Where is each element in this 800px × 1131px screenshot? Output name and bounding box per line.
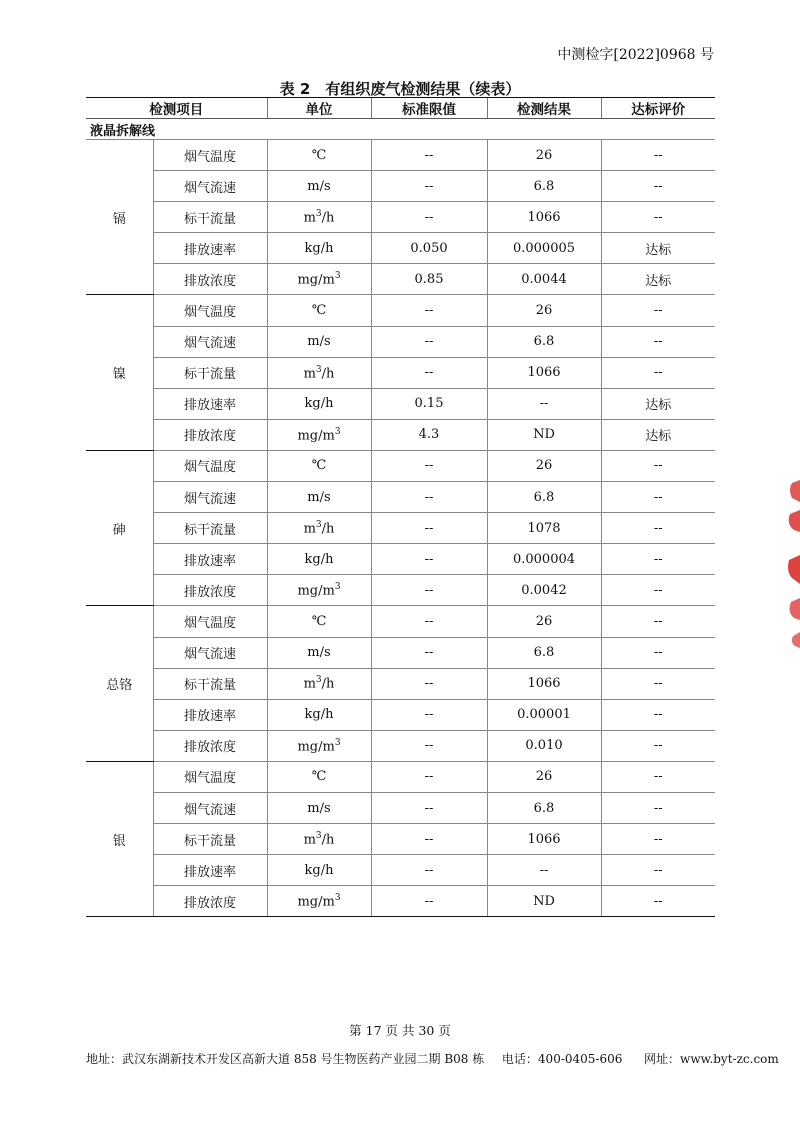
- parameter-cell: 排放浓度: [153, 730, 267, 761]
- result-cell: 26: [487, 761, 601, 792]
- limit-cell: --: [371, 730, 487, 761]
- unit-text: ℃: [311, 303, 327, 319]
- unit-text: mg/m: [297, 272, 335, 288]
- limit-cell: 0.85: [371, 264, 487, 295]
- unit-text: mg/m: [297, 894, 335, 910]
- unit-text: mg/m: [297, 583, 335, 599]
- footer-address: 地址：武汉东湖新技术开发区高新大道 858 号生物医药产业园二期 B08 栋: [86, 1052, 485, 1066]
- unit-text: m/s: [307, 645, 331, 661]
- unit-text: m/s: [307, 489, 331, 505]
- parameter-cell: 排放速率: [153, 544, 267, 575]
- unit-text: kg/h: [304, 396, 334, 412]
- evaluation-cell: 达标: [601, 264, 715, 295]
- unit-cell: [267, 761, 371, 792]
- unit-text: mg/m: [297, 738, 335, 754]
- unit-text: m: [303, 365, 316, 381]
- unit-cell: [267, 388, 371, 419]
- unit-tail: /h: [321, 832, 335, 848]
- unit-text: ℃: [311, 458, 327, 474]
- page-number: 第 17 页 共 30 页: [349, 1023, 451, 1038]
- unit-cell: [267, 419, 371, 450]
- evaluation-cell: --: [601, 575, 715, 606]
- parameter-cell: 排放速率: [153, 233, 267, 264]
- unit-tail: /h: [321, 676, 335, 692]
- limit-cell: --: [371, 295, 487, 326]
- table-row: [86, 295, 715, 326]
- table-row: [86, 419, 715, 450]
- result-cell: 26: [487, 140, 601, 171]
- table-row: [86, 171, 715, 202]
- unit-text: mg/m: [297, 428, 335, 444]
- unit-text: m: [303, 210, 316, 226]
- result-cell: 0.000005: [487, 233, 601, 264]
- table-row: [86, 233, 715, 264]
- unit-tail: /h: [321, 210, 335, 226]
- limit-cell: --: [371, 575, 487, 606]
- parameter-cell: 排放浓度: [153, 264, 267, 295]
- result-cell: 0.010: [487, 730, 601, 761]
- parameter-cell: 标干流量: [153, 357, 267, 388]
- evaluation-cell: --: [601, 295, 715, 326]
- limit-cell: --: [371, 140, 487, 171]
- unit-exponent: 3: [315, 364, 322, 375]
- parameter-cell: 标干流量: [153, 824, 267, 855]
- table-header-row: [86, 98, 715, 119]
- unit-cell: [267, 606, 371, 637]
- evaluation-cell: --: [601, 450, 715, 481]
- pollutant-cell: 砷: [86, 450, 153, 605]
- unit-exponent: 3: [334, 271, 341, 282]
- column-header: 单位: [267, 98, 371, 119]
- table-row: [86, 761, 715, 792]
- parameter-cell: 烟气流速: [153, 482, 267, 513]
- evaluation-cell: 达标: [601, 419, 715, 450]
- unit-exponent: 3: [315, 209, 322, 220]
- parameter-cell: 排放浓度: [153, 575, 267, 606]
- evaluation-cell: --: [601, 140, 715, 171]
- table-row: [86, 855, 715, 886]
- result-cell: 6.8: [487, 482, 601, 513]
- unit-text: m/s: [307, 800, 331, 816]
- unit-cell: [267, 855, 371, 886]
- unit-text: kg/h: [304, 862, 334, 878]
- table-row: [86, 886, 715, 917]
- unit-text: m: [303, 832, 316, 848]
- parameter-cell: 烟气流速: [153, 326, 267, 357]
- unit-cell: [267, 357, 371, 388]
- limit-cell: --: [371, 855, 487, 886]
- unit-text: ℃: [311, 769, 327, 785]
- unit-text: ℃: [311, 613, 327, 629]
- unit-text: ℃: [311, 147, 327, 163]
- unit-text: kg/h: [304, 240, 334, 256]
- document-number: 中测检字[2022]0968 号: [557, 47, 714, 63]
- parameter-cell: 排放速率: [153, 388, 267, 419]
- table-row: [86, 450, 715, 481]
- result-cell: 1066: [487, 357, 601, 388]
- result-cell: --: [487, 388, 601, 419]
- evaluation-cell: --: [601, 171, 715, 202]
- result-cell: 6.8: [487, 792, 601, 823]
- unit-cell: [267, 792, 371, 823]
- column-header: 达标评价: [601, 98, 715, 119]
- table-row: [86, 544, 715, 575]
- unit-cell: [267, 233, 371, 264]
- parameter-cell: 烟气温度: [153, 295, 267, 326]
- table-row: [86, 264, 715, 295]
- unit-cell: [267, 450, 371, 481]
- parameter-cell: 排放速率: [153, 699, 267, 730]
- limit-cell: --: [371, 357, 487, 388]
- limit-cell: --: [371, 544, 487, 575]
- result-cell: --: [487, 855, 601, 886]
- unit-cell: [267, 575, 371, 606]
- evaluation-cell: --: [601, 886, 715, 917]
- unit-exponent: 3: [334, 893, 341, 904]
- table-row: [86, 575, 715, 606]
- results-table: [86, 97, 715, 917]
- evaluation-cell: 达标: [601, 233, 715, 264]
- unit-cell: [267, 824, 371, 855]
- parameter-cell: 烟气温度: [153, 606, 267, 637]
- table-title: 表 2 有组织废气检测结果（续表）: [279, 80, 521, 98]
- column-header: 检测结果: [487, 98, 601, 119]
- table-row: [86, 357, 715, 388]
- unit-text: m/s: [307, 178, 331, 194]
- limit-cell: --: [371, 450, 487, 481]
- unit-text: kg/h: [304, 707, 334, 723]
- evaluation-cell: --: [601, 730, 715, 761]
- unit-text: m: [303, 521, 316, 537]
- unit-cell: [267, 264, 371, 295]
- evaluation-cell: 达标: [601, 388, 715, 419]
- column-header: 检测项目: [86, 98, 267, 119]
- seal-stamp-fragment: [786, 480, 800, 650]
- footer-website: 网址：www.byt-zc.com: [644, 1052, 779, 1066]
- table-row: [86, 668, 715, 699]
- limit-cell: --: [371, 482, 487, 513]
- limit-cell: --: [371, 668, 487, 699]
- table-row: [86, 482, 715, 513]
- evaluation-cell: --: [601, 637, 715, 668]
- unit-cell: [267, 637, 371, 668]
- limit-cell: --: [371, 637, 487, 668]
- result-cell: 1078: [487, 513, 601, 544]
- unit-exponent: 3: [315, 675, 322, 686]
- unit-cell: [267, 482, 371, 513]
- unit-cell: [267, 513, 371, 544]
- evaluation-cell: --: [601, 761, 715, 792]
- result-cell: 26: [487, 606, 601, 637]
- limit-cell: --: [371, 171, 487, 202]
- table-row: [86, 699, 715, 730]
- evaluation-cell: --: [601, 326, 715, 357]
- result-cell: 1066: [487, 202, 601, 233]
- table-row: [86, 140, 715, 171]
- limit-cell: --: [371, 326, 487, 357]
- table-row: [86, 792, 715, 823]
- result-cell: 0.000004: [487, 544, 601, 575]
- parameter-cell: 标干流量: [153, 513, 267, 544]
- unit-cell: [267, 730, 371, 761]
- table-row: [86, 326, 715, 357]
- unit-cell: [267, 886, 371, 917]
- footer-phone: 电话：400-0405-606: [501, 1052, 623, 1066]
- evaluation-cell: --: [601, 544, 715, 575]
- evaluation-cell: --: [601, 482, 715, 513]
- result-cell: 0.00001: [487, 699, 601, 730]
- unit-exponent: 3: [334, 426, 341, 437]
- parameter-cell: 标干流量: [153, 202, 267, 233]
- result-cell: 1066: [487, 824, 601, 855]
- column-header: 标准限值: [371, 98, 487, 119]
- pollutant-cell: 镉: [86, 140, 153, 295]
- unit-text: m/s: [307, 334, 331, 350]
- unit-tail: /h: [321, 365, 335, 381]
- parameter-cell: 烟气温度: [153, 761, 267, 792]
- unit-cell: [267, 326, 371, 357]
- limit-cell: 0.15: [371, 388, 487, 419]
- evaluation-cell: --: [601, 606, 715, 637]
- limit-cell: 0.050: [371, 233, 487, 264]
- pollutant-cell: 总铬: [86, 606, 153, 761]
- limit-cell: 4.3: [371, 419, 487, 450]
- result-cell: 6.8: [487, 326, 601, 357]
- unit-exponent: 3: [334, 737, 341, 748]
- table-row: [86, 606, 715, 637]
- parameter-cell: 烟气流速: [153, 171, 267, 202]
- unit-cell: [267, 140, 371, 171]
- footer-contact: [86, 1050, 779, 1067]
- unit-cell: [267, 202, 371, 233]
- result-cell: 6.8: [487, 637, 601, 668]
- parameter-cell: 烟气流速: [153, 637, 267, 668]
- result-cell: 0.0044: [487, 264, 601, 295]
- parameter-cell: 烟气流速: [153, 792, 267, 823]
- unit-cell: [267, 668, 371, 699]
- evaluation-cell: --: [601, 668, 715, 699]
- unit-text: kg/h: [304, 551, 334, 567]
- unit-cell: [267, 295, 371, 326]
- parameter-cell: 烟气温度: [153, 450, 267, 481]
- limit-cell: --: [371, 792, 487, 823]
- limit-cell: --: [371, 824, 487, 855]
- unit-exponent: 3: [315, 520, 322, 530]
- result-cell: ND: [487, 419, 601, 450]
- evaluation-cell: --: [601, 513, 715, 544]
- table-body: [86, 119, 715, 917]
- limit-cell: --: [371, 886, 487, 917]
- unit-cell: [267, 544, 371, 575]
- parameter-cell: 烟气温度: [153, 140, 267, 171]
- evaluation-cell: --: [601, 202, 715, 233]
- unit-text: m: [303, 676, 316, 692]
- result-cell: ND: [487, 886, 601, 917]
- result-cell: 6.8: [487, 171, 601, 202]
- evaluation-cell: --: [601, 357, 715, 388]
- table-row: [86, 730, 715, 761]
- limit-cell: --: [371, 699, 487, 730]
- unit-tail: /h: [321, 521, 335, 537]
- unit-cell: [267, 171, 371, 202]
- limit-cell: --: [371, 513, 487, 544]
- parameter-cell: 排放浓度: [153, 886, 267, 917]
- pollutant-cell: 银: [86, 761, 153, 916]
- table-row: [86, 388, 715, 419]
- evaluation-cell: --: [601, 792, 715, 823]
- result-cell: 26: [487, 450, 601, 481]
- evaluation-cell: --: [601, 699, 715, 730]
- table-row: [86, 637, 715, 668]
- parameter-cell: 排放速率: [153, 855, 267, 886]
- limit-cell: --: [371, 606, 487, 637]
- unit-exponent: 3: [315, 830, 322, 841]
- table-row: [86, 513, 715, 544]
- result-cell: 0.0042: [487, 575, 601, 606]
- parameter-cell: 标干流量: [153, 668, 267, 699]
- evaluation-cell: --: [601, 855, 715, 886]
- evaluation-cell: --: [601, 824, 715, 855]
- table-row: [86, 202, 715, 233]
- unit-exponent: 3: [334, 582, 341, 593]
- result-cell: 1066: [487, 668, 601, 699]
- section-row: [86, 119, 715, 140]
- limit-cell: --: [371, 761, 487, 792]
- result-cell: 26: [487, 295, 601, 326]
- parameter-cell: 排放浓度: [153, 419, 267, 450]
- pollutant-cell: 镍: [86, 295, 153, 450]
- unit-cell: [267, 699, 371, 730]
- section-label: 液晶拆解线: [86, 119, 715, 140]
- table-row: [86, 824, 715, 855]
- limit-cell: --: [371, 202, 487, 233]
